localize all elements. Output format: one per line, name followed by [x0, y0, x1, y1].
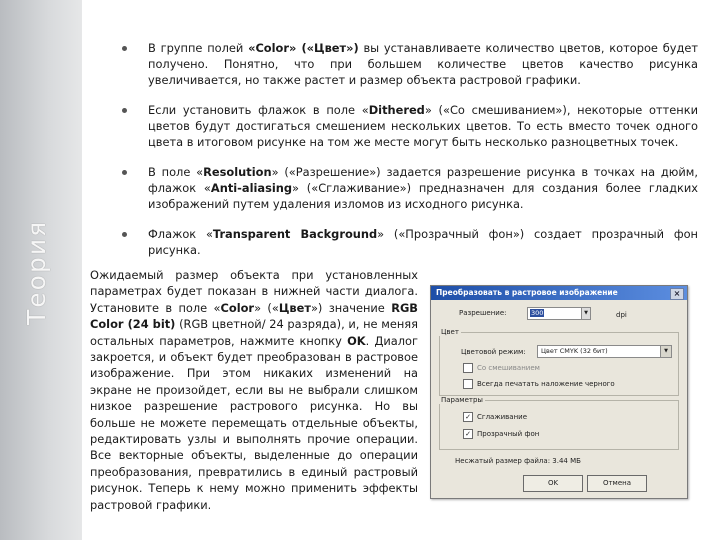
sidebar-title: Теория	[22, 219, 51, 325]
convert-to-bitmap-dialog	[430, 285, 688, 499]
bullet-dot-icon	[122, 170, 127, 175]
antialias-label: Сглаживание	[477, 413, 528, 421]
options-group	[439, 400, 679, 450]
color-group-label: Цвет	[441, 328, 459, 336]
transparent-bg-checkbox[interactable]: ✓	[463, 429, 473, 439]
chevron-down-icon[interactable]: ▼	[581, 307, 591, 320]
antialias-checkbox[interactable]: ✓	[463, 412, 473, 422]
bullet-dot-icon	[122, 108, 127, 113]
sidebar-band	[0, 0, 82, 540]
bullet-dot-icon	[122, 46, 127, 51]
dialog-title: Преобразовать в растровое изображение ×	[431, 286, 687, 300]
bullet-color: В группе полей «Color» («Цвет») вы устанавливаете количество цветов, которое будет получено. Понятно, что при большем количестве цветов качество рисунка увеличивается, но также растет и размер объекта растровой графики.	[118, 40, 698, 88]
dithered-label: Со смешиванием	[477, 364, 540, 372]
close-icon[interactable]: ×	[670, 288, 684, 300]
overprint-black-checkbox[interactable]	[463, 379, 473, 389]
bullet-transparent: Флажок «Transparent Background» («Прозрачный фон») создает прозрачный фон рисунка.	[118, 226, 698, 258]
options-group-label: Параметры	[441, 396, 483, 404]
resolution-label: Разрешение:	[459, 309, 507, 317]
color-mode-select[interactable]: Цвет CMYK (32 бит) ▼	[537, 345, 672, 358]
bullet-dot-icon	[122, 232, 127, 237]
color-mode-label: Цветовой режим:	[461, 348, 526, 356]
bullet-resolution: В поле «Resolution» («Разрешение») задается разрешение рисунка в точках на дюйм, флажок «Anti-aliasing» («Сглаживание») предназначен для создания более гладких изображений путем удаления изломов из исходного рисунка.	[118, 164, 698, 212]
bullet-dithered: Если установить флажок в поле «Dithered» («Со смешиванием»), некоторые оттенки цветов будут достигаться смешением нескольких цветов. То есть вместо точек одного цвета в итоговом рисунке на том же месте могут быть несколько разноцветных точек.	[118, 102, 698, 150]
ok-button[interactable]: OK	[523, 475, 583, 492]
dithered-checkbox[interactable]	[463, 363, 473, 373]
transparent-bg-label: Прозрачный фон	[477, 430, 540, 438]
chevron-down-icon[interactable]: ▼	[660, 346, 671, 357]
overprint-black-label: Всегда печатать наложение черного	[477, 380, 615, 388]
resolution-unit: dpi	[616, 311, 627, 319]
bullet-list	[118, 40, 698, 272]
cancel-button[interactable]: Отмена	[587, 475, 647, 492]
resolution-input[interactable]: 300	[527, 307, 583, 320]
body-paragraph: Ожидаемый размер объекта при установленных параметрах будет показан в нижней части диалога. Установите в поле «Color» («Цвет») значение RGB Color (24 bit) (RGB цветной/ 24 разряда), и, не меняя остальных параметров, нажмите кнопку OK. Диалог закроется, и объект будет преобразован в растровое изображение. При этом никаких изменений на экране не произойдет, если вы не выбрали слишком низкое разрешение растрового рисунка. Но вы больше не можете перемещать отдельные объекты, редактировать узлы и выполнять прочие операции. Все векторные объекты, выделенные до операции преобразования, превратились в единый растровый рисунок. Теперь к нему можно применить эффекты растровой графики.	[90, 268, 419, 512]
file-size-text: Несжатый размер файла: 3.44 MБ	[455, 457, 581, 465]
